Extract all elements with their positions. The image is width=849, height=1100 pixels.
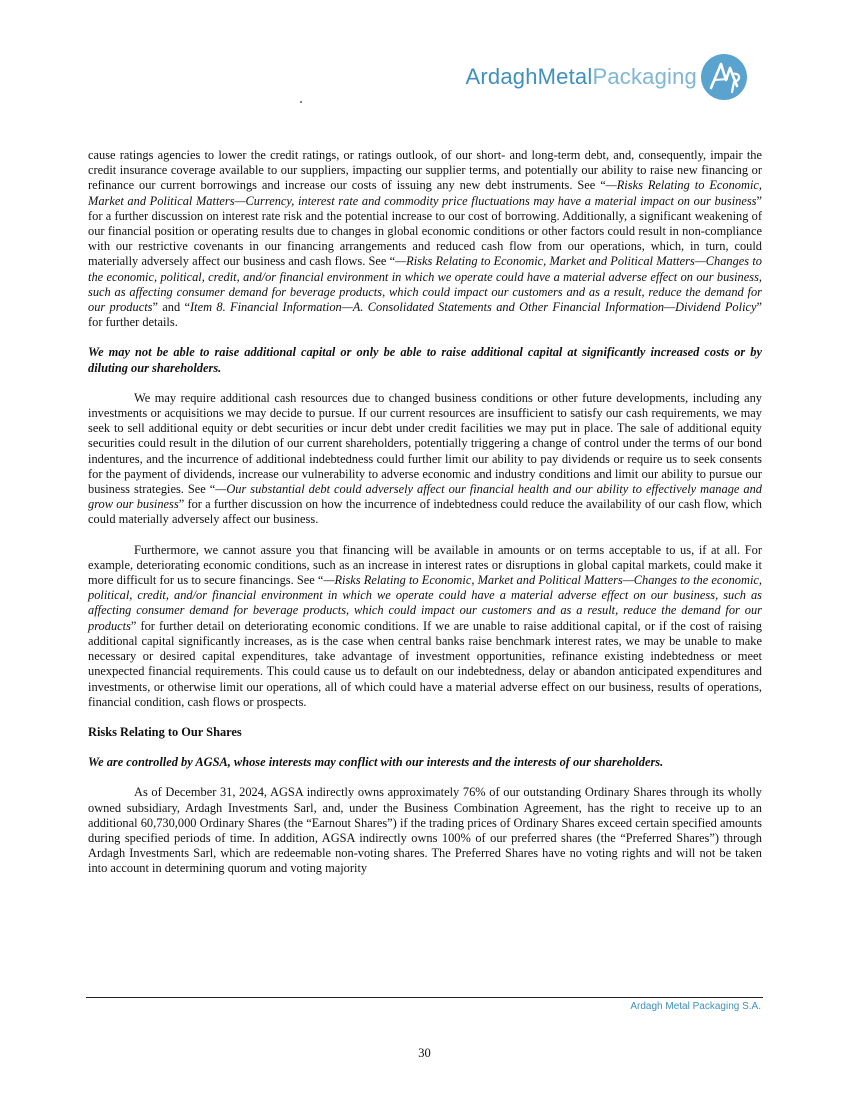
document-body — [88, 148, 762, 892]
cross-reference: —Risks Relating to Economic, Market and Political Matters—Changes to the economic, political, credit, and/or financial environment in which we operate could have a material adverse effect on our business, such as affecting consumer demand for beverage products, which could impact our customers and as a result, reduce the demand for our products — [88, 573, 762, 633]
section-heading: Risks Relating to Our Shares — [88, 724, 242, 739]
paragraph-1: cause ratings agencies to lower the credit ratings, or ratings outlook, of our short- and long-term debt, and, consequently, impair the credit insurance coverage available to our suppliers, impacting our supplier terms, and potentially our ability to raise new financing or refinance our current borrowings and increase our costs of issuing any new debt instruments. See “—Risks Relating to Economic, Market and Political Matters—Currency, interest rate and commodity price fluctuations may have a material impact on our business” for a further discussion on interest rate risk and the potential increase to our cost of borrowing. Additionally, a significant weakening of our financial position or operating results due to changes in global economic conditions or other factors could result in non-compliance with our restrictive covenants in our financing arrangements and reduced cash flow from our operations, which, in turn, could materially adversely affect our business and cash flows. See “—Risks Relating to Economic, Market and Political Matters—Changes to the economic, political, credit, and/or financial environment in which we operate could have a material adverse effect on our business, such as affecting consumer demand for beverage products, which could impact our customers and as a result, reduce the demand for our products” and “Item 8. Financial Information—A. Consolidated Statements and Other Financial Information—Dividend Policy” for further details. — [88, 148, 763, 330]
cross-reference: —Risks Relating to Economic, Market and Political Matters—Currency, interest rate and commodity price fluctuations may have a material impact on our business — [88, 178, 762, 208]
stray-dot — [300, 101, 302, 103]
logo-wordmark — [466, 64, 698, 90]
logo-word-metal: Metal — [537, 64, 593, 89]
risk-heading-agsa: We are controlled by AGSA, whose interests may conflict with our interests and the interests of our shareholders. — [88, 755, 664, 770]
company-logo — [466, 52, 750, 102]
paragraph-4: As of December 31, 2024, AGSA indirectly owns approximately 76% of our outstanding Ordinary Shares through its wholly owned subsidiary, Ardagh Investments Sarl, and, under the Business Combination Agreement, has the right to receive up to an additional 60,730,000 Ordinary Shares (the “Earnout Shares”) if the trading prices of Ordinary Shares exceed certain specified amounts during specified periods of time. In addition, AGSA indirectly owns 100% of our preferred shares (the “Preferred Shares”) through Ardagh Investments Sarl, which are redeemable non-voting shares. The Preferred Shares have no voting rights and will not be taken into account in determining quorum and voting majority — [88, 785, 762, 876]
cross-reference: —Risks Relating to Economic, Market and Political Matters—Changes to the economic, political, credit, and/or financial environment in which we operate could have a material adverse effect on our business, such as affecting consumer demand for beverage products, which could impact our customers and as a result, reduce the demand for our products — [88, 254, 762, 315]
footer-divider — [86, 997, 763, 998]
cross-reference: Item 8. Financial Information—A. Consolidated Statements and Other Financial Information—Dividend Policy — [190, 300, 757, 315]
amp-logo-mark-icon — [699, 52, 749, 102]
paragraph-3: Furthermore, we cannot assure you that financing will be available in amounts or on terms acceptable to us, if at all. For example, deteriorating economic conditions, such as an increase in interest rates or disruptions in global capital markets, could make it more difficult for us to secure financings. See “—Risks Relating to Economic, Market and Political Matters—Changes to the economic, political, credit, and/or financial environment in which we operate could have a material adverse effect on our business, such as affecting consumer demand for beverage products, which could impact our customers and as a result, reduce the demand for our products” for further detail on deteriorating economic conditions. If we are unable to raise additional capital, or if the cost of raising additional capital significantly increases, as is the case when central banks raise benchmark interest rates, we may be unable to make necessary or desired capital expenditures, take advantage of investment opportunities, refinance existing indebtedness or meet unexpected financial requirements. This could cause us to default on our indebtedness, delay or abandon anticipated expenditures and investments, or otherwise limit our operations, all of which could have a material adverse effect on our business, results of operations, financial condition, cash flows or prospects. — [88, 542, 762, 709]
paragraph-2: We may require additional cash resources due to changed business conditions or other future developments, including any investments or acquisitions we may decide to pursue. If our current resources are insufficient to satisfy our cash requirements, we may seek to sell additional equity or debt securities or incur debt under credit facilities we may put in place. The sale of additional equity securities could result in the dilution of our current shareholders, potentially triggering a change of control under the terms of our bond indentures, and the incurrence of additional indebtedness could further limit our ability to pay dividends or require us to seek consents for the payment of dividends, increase our vulnerability to adverse economic and industry conditions and limit our ability to pursue our business strategies. See “—Our substantial debt could adversely affect our financial health and our ability to effectively manage and grow our business” for a further discussion on how the incurrence of indebtedness could reduce the availability of our cash flow, which could materially adversely affect our business. — [88, 390, 762, 527]
risk-heading-capital: We may not be able to raise additional capital or only be able to raise additional capital at significantly increased costs or by diluting our shareholders. — [88, 345, 762, 375]
cross-reference: —Our substantial debt could adversely affect our financial health and our ability to effectively manage and grow our business — [88, 482, 762, 512]
footer-company-name: Ardagh Metal Packaging S.A. — [630, 1001, 761, 1012]
page-number: 30 — [418, 1046, 431, 1060]
logo-word-packaging: Packaging — [592, 64, 697, 89]
logo-word-ardagh: Ardagh — [465, 64, 538, 89]
